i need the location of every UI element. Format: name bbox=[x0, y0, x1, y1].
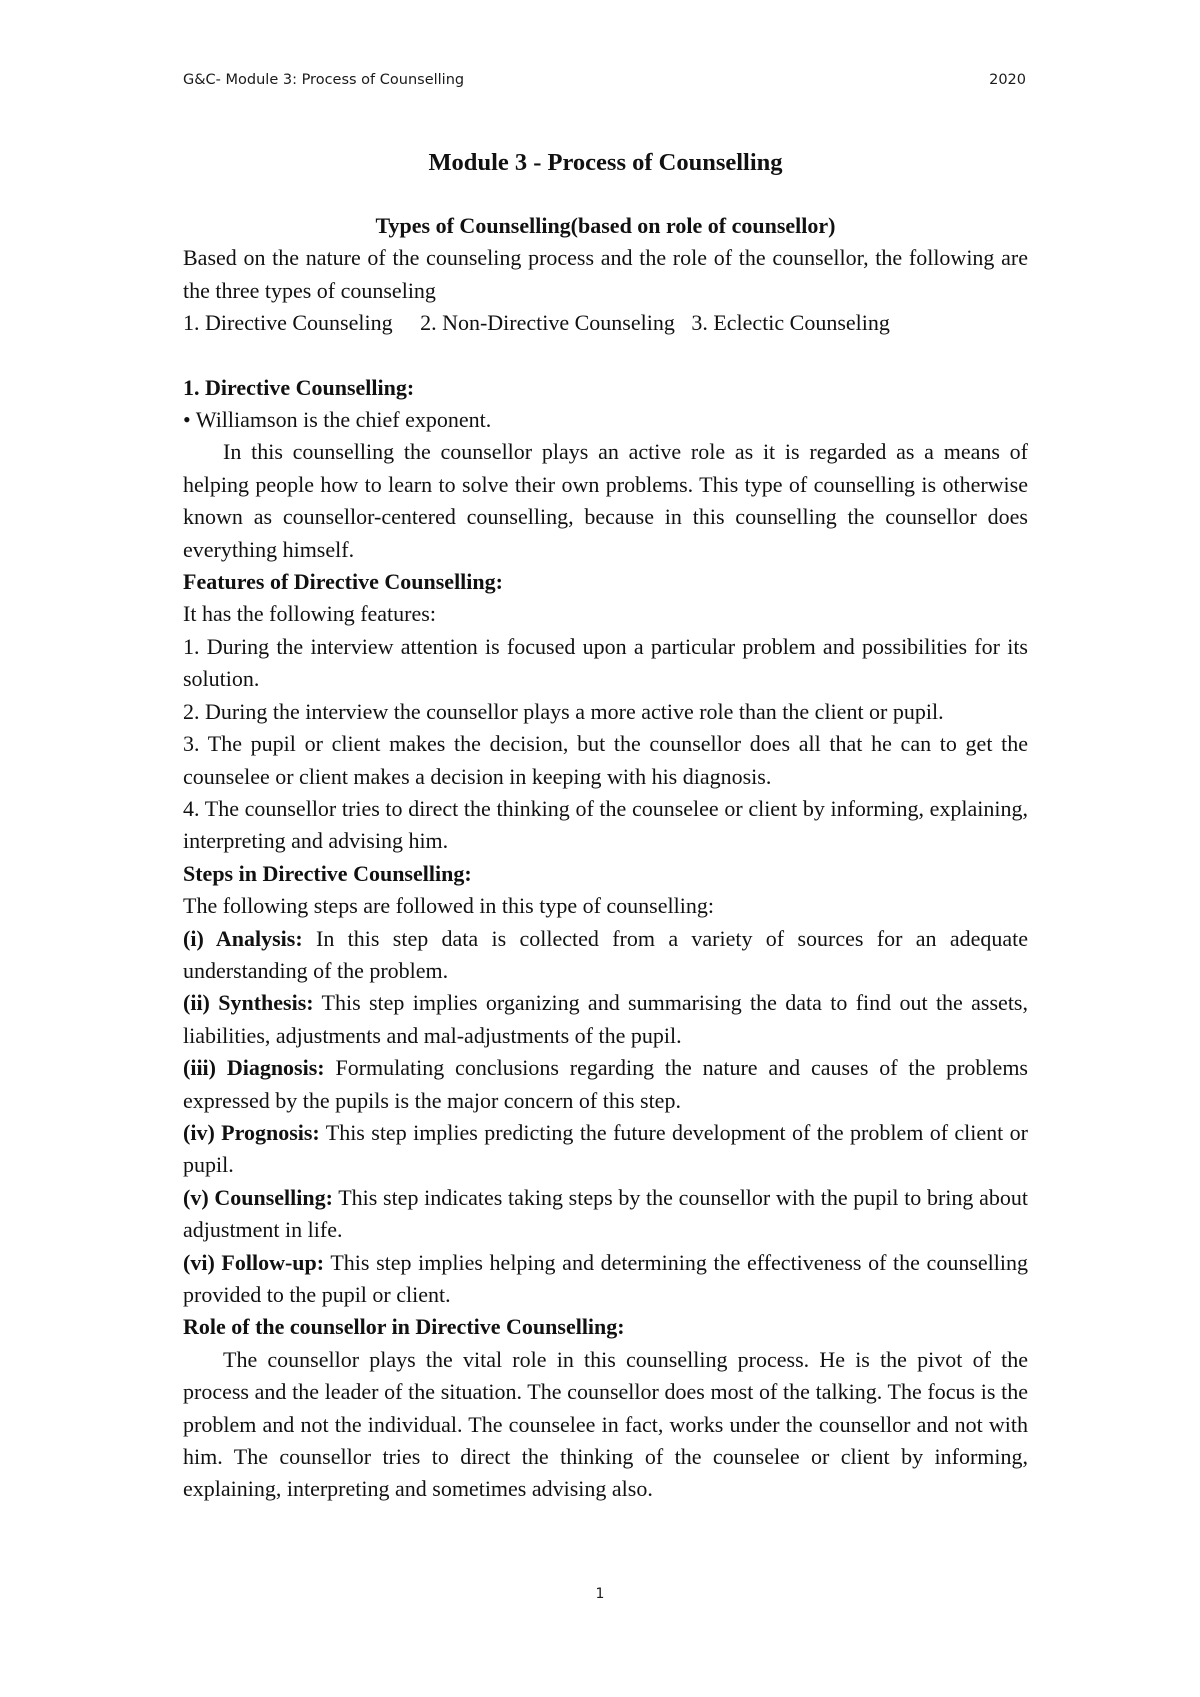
step-text: In this step data is collected from a variety of sources for an adequate understanding of the problem. bbox=[183, 925, 1029, 983]
steps-heading: Steps in Directive Counselling: bbox=[183, 860, 472, 886]
feature-item: 1. During the interview attention is focused upon a particular problem and possibilities for its solution. bbox=[183, 633, 1028, 692]
step-text: This step implies organizing and summarising the data to find out the assets, liabilities, adjustments and mal-adjustments of the pupil. bbox=[183, 990, 1028, 1048]
spacer bbox=[183, 340, 1028, 372]
step-item bbox=[183, 1117, 1028, 1182]
role-paragraph: The counsellor plays the vital role in this counselling process. He is the pivot of the process and the leader of the situation. The counsellor does most of the talking. The focus is the problem and not the individual. The counselee in fact, works under the counsellor and not with him. The counsellor tries to direct the thinking of the counselee or client by informing, explaining, interpreting and sometimes advising also. bbox=[183, 1346, 1028, 1502]
page-title: Module 3 - Process of Counselling bbox=[428, 149, 783, 176]
role-heading: Role of the counsellor in Directive Counselling: bbox=[183, 1314, 625, 1340]
feature-item: 2. During the interview the counsellor plays a more active role than the client or pupil. bbox=[183, 698, 944, 724]
intro-paragraph: Based on the nature of the counseling process and the role of the counsellor, the following are the three types of counseling bbox=[183, 245, 1028, 303]
steps-lead: The following steps are followed in this type of counselling: bbox=[183, 893, 714, 919]
step-item bbox=[183, 1052, 1028, 1117]
step-item bbox=[183, 987, 1028, 1052]
step-text: This step implies helping and determining the effectiveness of the counselling provided to the pupil or client. bbox=[183, 1249, 1028, 1307]
page-number: 1 bbox=[595, 1586, 605, 1602]
step-item bbox=[183, 1182, 1028, 1247]
page-header bbox=[183, 72, 1026, 96]
directive-heading: 1. Directive Counselling: bbox=[183, 374, 415, 400]
features-heading: Features of Directive Counselling: bbox=[183, 569, 503, 595]
step-label: (vi) Follow-up: bbox=[183, 1249, 325, 1275]
step-item bbox=[183, 1247, 1028, 1312]
types-list: 1. Directive Counseling 2. Non-Directive Counseling 3. Eclectic Counseling bbox=[183, 310, 890, 336]
step-text: Formulating conclusions regarding the nature and causes of the problems expressed by the pupils is the major concern of this step. bbox=[183, 1055, 1028, 1113]
step-label: (iii) Diagnosis: bbox=[183, 1055, 325, 1081]
step-label: (i) Analysis: bbox=[183, 925, 303, 951]
step-item bbox=[183, 923, 1028, 988]
step-label: (v) Counselling: bbox=[183, 1184, 333, 1210]
features-lead: It has the following features: bbox=[183, 601, 436, 627]
step-text: This step indicates taking steps by the counsellor with the pupil to bring about adjustment in life. bbox=[183, 1184, 1028, 1243]
feature-item: 3. The pupil or client makes the decision, but the counsellor does all that he can to get the counselee or client makes a decision in keeping with his diagnosis. bbox=[183, 731, 1028, 789]
header-left-text: G&C- Module 3: Process of Counselling bbox=[183, 72, 465, 88]
header-year: 2020 bbox=[989, 72, 1026, 88]
types-heading: Types of Counselling(based on role of counsellor) bbox=[375, 213, 836, 238]
document-body bbox=[183, 146, 1028, 1506]
step-text: This step implies predicting the future development of the problem of client or pupil. bbox=[183, 1119, 1028, 1178]
step-label: (ii) Synthesis: bbox=[183, 990, 314, 1016]
step-label: (iv) Prognosis: bbox=[183, 1119, 320, 1145]
directive-bullet: • Williamson is the chief exponent. bbox=[183, 407, 492, 433]
feature-item: 4. The counsellor tries to direct the thinking of the counselee or client by informing, explaining, interpreting and advising him. bbox=[183, 795, 1028, 854]
directive-paragraph: In this counselling the counsellor plays an active role as it is regarded as a means of helping people how to learn to solve their own problems. This type of counselling is otherwise known as counsellor-centered counselling, because in this counselling the counsellor does everything himself. bbox=[183, 439, 1028, 562]
